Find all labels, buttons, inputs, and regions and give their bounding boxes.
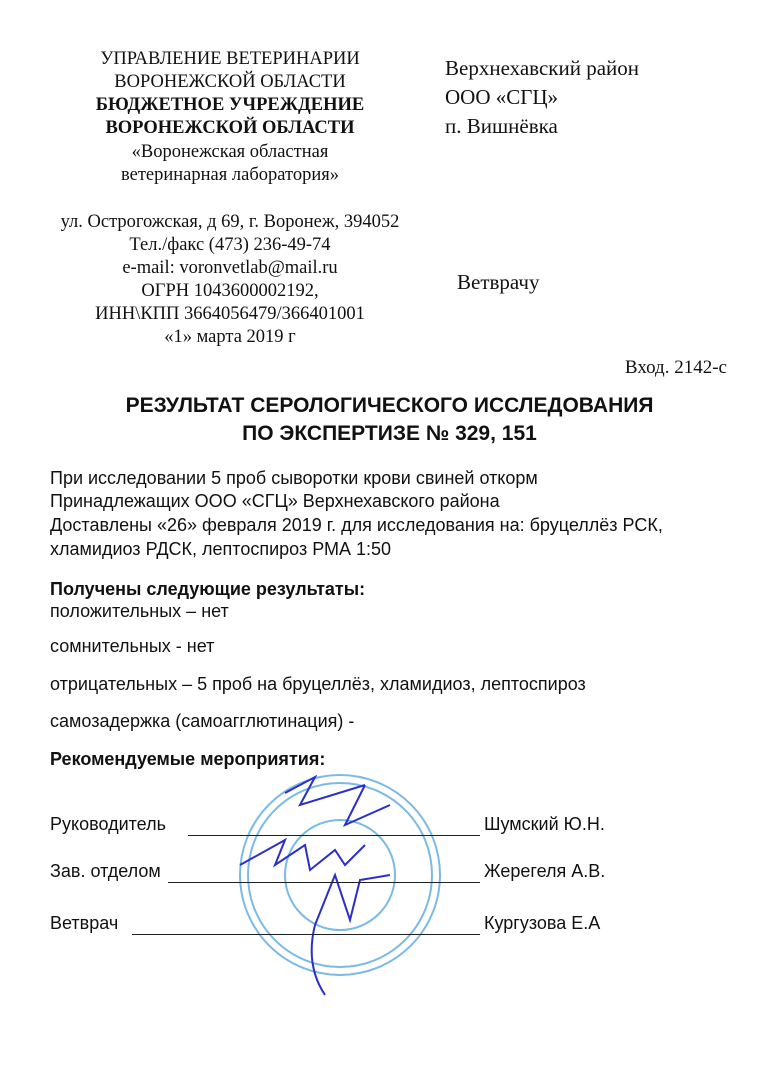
recipient-district: Верхнехавский район bbox=[445, 56, 639, 80]
intro-line: Принадлежащих ООО «СГЦ» Верхнехавского района bbox=[50, 491, 500, 511]
result-doubtful: сомнительных - нет bbox=[50, 636, 215, 656]
signature-name: Жерегеля А.В. bbox=[484, 861, 606, 881]
document-title: РЕЗУЛЬТАТ СЕРОЛОГИЧЕСКОГО ИССЛЕДОВАНИЯ bbox=[125, 394, 654, 417]
signature-name: Кургузова Е.А bbox=[484, 913, 601, 933]
sender-lab: «Воронежская областная bbox=[131, 142, 329, 162]
stamp-and-signatures bbox=[215, 765, 475, 1005]
sender-phone: Тел./факс (473) 236-49-74 bbox=[129, 235, 331, 255]
signature-line bbox=[168, 882, 480, 883]
result-self: самозадержка (самоагглютинация) - bbox=[50, 711, 355, 731]
sender-org: ВОРОНЕЖСКОЙ ОБЛАСТИ bbox=[105, 118, 355, 138]
signature-role: Ветврач bbox=[50, 913, 119, 933]
intro-line: хламидиоз РДСК, лептоспироз РМА 1:50 bbox=[50, 539, 392, 559]
sender-line: УПРАВЛЕНИЕ ВЕТЕРИНАРИИ bbox=[100, 49, 360, 69]
sender-address: ул. Острогожская, д 69, г. Воронеж, 394052 bbox=[60, 212, 400, 232]
recipient-org: ООО «СГЦ» bbox=[445, 85, 559, 109]
intro-line: При исследовании 5 проб сыворотки крови свиней откорм bbox=[50, 468, 538, 488]
stamp-icon bbox=[240, 775, 440, 975]
sender-inn: ИНН\КПП 3664056479/366401001 bbox=[95, 304, 365, 324]
sender-org: БЮДЖЕТНОЕ УЧРЕЖДЕНИЕ bbox=[95, 95, 365, 115]
signature-role: Зав. отделом bbox=[50, 861, 161, 881]
recipient-to: Ветврачу bbox=[457, 270, 540, 294]
intro-line: Доставлены «26» февраля 2019 г. для исследования на: бруцеллёз РСК, bbox=[50, 515, 663, 535]
recipient-village: п. Вишнёвка bbox=[445, 114, 558, 138]
results-heading: Получены следующие результаты: bbox=[50, 579, 366, 599]
sender-email: e-mail: voronvetlab@mail.ru bbox=[122, 258, 338, 278]
result-positive: положительных – нет bbox=[50, 601, 229, 621]
sender-line: ВОРОНЕЖСКОЙ ОБЛАСТИ bbox=[114, 72, 346, 92]
signature-line bbox=[132, 934, 480, 935]
incoming-number: Вход. 2142-с bbox=[624, 357, 727, 378]
recommended-heading: Рекомендуемые мероприятия: bbox=[50, 749, 326, 769]
signature-line bbox=[188, 835, 480, 836]
result-negative: отрицательных – 5 проб на бруцеллёз, хламидиоз, лептоспироз bbox=[50, 674, 586, 694]
document-subtitle: ПО ЭКСПЕРТИЗЕ № 329, 151 bbox=[242, 422, 537, 445]
sender-ogrn: ОГРН 1043600002192, bbox=[141, 281, 319, 301]
document-date: «1» марта 2019 г bbox=[164, 327, 296, 347]
sender-lab: ветеринарная лаборатория» bbox=[121, 165, 339, 185]
signature-role: Руководитель bbox=[50, 814, 166, 834]
signature-name: Шумский Ю.Н. bbox=[484, 814, 605, 834]
